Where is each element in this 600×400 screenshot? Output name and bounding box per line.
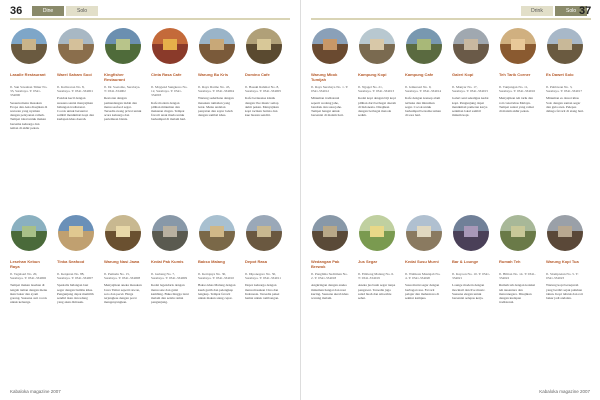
venue-description: Sesuatu menu masakan Eropa dan Asia disajikan di restoran yang nyaman dengan pelayanan ramah. Tempat ideal untuk makan bersama keluarga dan teman di akhir pekan. [10, 100, 48, 130]
venue-description: Minuman tradisional seperti wedang jahe, bandrek dan susu jahe. Tempat hangat untuk bersantai di malam hari. [311, 96, 344, 118]
venue-photo [547, 215, 583, 251]
venue-title: Jus Segar [358, 259, 378, 264]
photo-accent [558, 39, 572, 50]
venue-description: Warung sederhana dengan masakan rumahan yang lezat. Menu andalan penyetan dan sayur lodeh dengan sambal khas. [198, 96, 234, 118]
venue-address: Jl. Manyar No. 17, Surabaya. T: 0341-334015 [452, 85, 489, 94]
venue-title: Kampung Cafe [405, 72, 434, 77]
listing-entry [10, 215, 48, 304]
venue-title: Bakso Malang [198, 259, 225, 264]
venue-address: Jl. Tegalsari No. 20, Surabaya. T: 0341-334006 [10, 272, 47, 281]
venue-address: Jl. Kaliwaron No. 8, Surabaya. T: 0341-334001 [57, 85, 94, 94]
photo-accent [257, 39, 271, 50]
venue-address: Jl. Walikota Mustajab No. 4. T: 0341-334020 [405, 272, 441, 281]
venue-description: Spesialis hidangan laut segar dengan bumbu khas. Pengunjung dapat memilih sendiri ikan dan udang yang akan dimasak. [57, 283, 94, 305]
venue-address: Jl. Raya Darmo No. 45, Surabaya. T: 0341-334004 [198, 85, 235, 94]
venue-description: Angkringan dengan aneka minuman hangat dan nasi kucing. Suasana akrab khas warung malam. [311, 283, 349, 301]
venue-photo [152, 28, 188, 64]
venue-address: Jl. Gubeng No. 7, Surabaya. T: 0341-334009 [151, 272, 188, 281]
venue-description: Susu murni segar dengan berbagai rasa. Favorit pelajar dan mahasiswa di sekitar kampus. [405, 283, 440, 301]
venue-title: Depot Rasa [245, 259, 268, 264]
right-page [300, 0, 600, 400]
venue-description: Minuman es dawet khas Solo dengan santan segar dan gula aren. Pelepas dahaga favorit di siang hari. [546, 96, 584, 114]
listing-entry [245, 28, 283, 117]
page-footer: Kabaloka magazine 2007 [10, 389, 61, 394]
venue-photo [199, 215, 235, 251]
photo-accent [163, 226, 177, 237]
photo-accent [323, 226, 337, 237]
photo-accent [511, 39, 525, 50]
venue-description: Kafe dengan konsep alam terbuka dan minuman segar. Cocok untuk berkumpul bersama teman di sore hari. [405, 96, 441, 118]
photo-accent [22, 226, 36, 237]
venue-photo [199, 28, 235, 64]
venue-photo [359, 28, 395, 64]
photo-accent [69, 39, 83, 50]
photo-accent [116, 226, 130, 237]
venue-photo [406, 215, 442, 251]
page-footer: Kabaloka magazine 2007 [539, 389, 590, 394]
venue-photo [500, 215, 536, 251]
venue-photo [500, 28, 536, 64]
page-header [10, 4, 290, 18]
listing-entry [452, 215, 490, 300]
venue-address: Jl. Embong Malang No. 6. T: 0341-334019 [358, 272, 394, 281]
venue-photo [58, 215, 94, 251]
venue-address: Jl. Biliton No. 14. T: 0341-334022 [499, 272, 536, 281]
venue-title: Warung Kopi Tua [546, 259, 579, 264]
listing-entry [546, 215, 584, 300]
venue-address: Jl. Jemursari No. 9, Surabaya. T: 0341-334014 [405, 85, 442, 94]
listing-entry [499, 215, 537, 304]
venue-description: Galeri seni sekaligus kedai kopi. Pengunjung dapat menikmati pameran karya seniman lokal sambil minum kopi. [452, 96, 489, 118]
venue-photo [105, 28, 141, 64]
header-strip [311, 18, 591, 20]
venue-title: Kedai Susu Murni [405, 259, 439, 264]
photo-accent [417, 39, 431, 50]
venue-description: Menyajikan teh tarik dan roti canai khas Melayu. Tempat santai yang ramai di malam akhir pekan. [499, 96, 534, 114]
venue-photo [406, 28, 442, 64]
venue-description: Menyajikan aneka masakan Jawa Timur seperti rawon, soto dan pecel. Harga terjangkau dengan porsi mengenyangkan. [104, 283, 142, 305]
venue-title: Kedai Pak Kumis [151, 259, 184, 264]
section-tag: Solo [555, 6, 587, 16]
venue-photo [312, 28, 348, 64]
venue-description: Warung kopi bersejarah yang berdiri sejak puluhan tahun. Kopi tubruk dan roti bakar jadi andalan. [546, 283, 584, 301]
venue-description: Rumah teh dengan koleksi teh nusantara dan mancanegara. Disajikan dengan kudapan tradisional. [499, 283, 536, 305]
venue-photo [11, 28, 47, 64]
listing-entry [57, 215, 95, 304]
page-number: 36 [10, 5, 23, 17]
venue-address: Jl. Dr. Soetomo, Surabaya. T: 0341-334002 [104, 85, 141, 94]
venue-description: Tempat makan lesehan di tengah taman dengan menu ikan bakar dan ayam goreng. Suasana asri cocok untuk keluarga. [10, 283, 48, 305]
venue-description: Kafe modern dengan pilihan minuman dan makanan ringan. Tempat favorit anak muda untuk berkumpul di malam hari. [151, 100, 187, 122]
venue-title: Wedangan Pak Brewok [311, 259, 340, 269]
venue-description: Aneka jus buah segar tanpa pengawet. Tersedia juga salad buah dan smoothie sehat. [358, 283, 396, 301]
venue-address: Jl. Kayoon No. 10. T: 0341-334021 [452, 272, 491, 281]
venue-description: Restoran dengan pemandangan indah dan menu seafood segar. Tersedia ruang privat untuk acara keluarga dan pertemuan bisnis. [104, 96, 142, 122]
photo-accent [163, 39, 177, 50]
photo-accent [69, 226, 83, 237]
venue-address: Jl. Slompretan No. 5. T: 0341-334023 [546, 272, 579, 281]
venue-address: Jl. Mayjend Sungkono No. 12, Surabaya. T: 0341-334003 [151, 85, 188, 98]
venue-description: Kedai kopi dengan biji kopi pilihan dari berbagai daerah di Indonesia. Disajikan dengan berbagai metode seduh. [358, 96, 396, 118]
venue-address: Jl. Diponegoro No. 50, Surabaya. T: 0341-334011 [245, 272, 281, 281]
photo-accent [116, 39, 130, 50]
venue-address: Jl. Sun Sawahan Timur No. 33, Surabaya. T: 0341-334000 [10, 85, 48, 98]
venue-photo [105, 215, 141, 251]
venue-title: Lasalle Restaurant [10, 72, 46, 77]
listing-entry [198, 215, 236, 300]
photo-accent [558, 226, 572, 237]
venue-address: Jl. Kenjeran No. 88, Surabaya. T: 0341-334007 [57, 272, 94, 281]
listing-entry [151, 215, 189, 304]
listing-entry [104, 28, 142, 122]
header-strip [10, 18, 290, 20]
listing-entry [151, 28, 189, 122]
listing-entry [405, 28, 443, 117]
venue-address: Jl. Pemuda No. 15, Surabaya. T: 0341-334008 [104, 272, 141, 281]
photo-accent [370, 39, 384, 50]
page-number: 37 [579, 5, 592, 17]
venue-title: Tinka Seafood [57, 259, 85, 264]
venue-title: Rumah Teh [499, 259, 521, 264]
venue-title: Domino Cafe [245, 72, 270, 77]
listing-entry [57, 28, 95, 122]
venue-photo [11, 215, 47, 251]
section-tag: Solo [66, 6, 98, 16]
venue-address: Jl. Kertajaya No. 30, Surabaya. T: 0341-334010 [198, 272, 235, 281]
photo-accent [210, 226, 224, 237]
listing-entry [358, 28, 396, 117]
venue-photo [58, 28, 94, 64]
listing-entry [311, 215, 349, 300]
venue-description: Bakso khas Malang dengan kuah gurih dan pelengkap lengkap. Tempat favorit untuk makan siang cepat. [198, 283, 236, 301]
photo-accent [370, 226, 384, 237]
page-header [311, 4, 591, 18]
listing-entry [499, 28, 537, 113]
venue-photo [152, 215, 188, 251]
listing-entry [198, 28, 236, 117]
section-tag: Drink [521, 6, 553, 16]
venue-photo [547, 28, 583, 64]
venue-title: Es Dawet Solo [546, 72, 574, 77]
venue-title: Galeri Kopi [452, 72, 474, 77]
section-tag: Dine [32, 6, 64, 16]
listing-entry [452, 28, 490, 117]
venue-address: Jl. Panglima Sudirman No. 2. T: 0341-334018 [311, 272, 348, 281]
photo-accent [323, 39, 337, 50]
venue-description: Kedai legendaris dengan menu sate dan gulai kambing. Buka hingga larut malam dan selalu ramai pengunjung. [151, 283, 189, 305]
venue-photo [453, 215, 489, 251]
listing-entry [405, 215, 443, 300]
venue-photo [246, 215, 282, 251]
venue-description: Lounge modern dengan mocktail dan live music. Suasana elegan untuk bersantai selepas kerja. [452, 283, 486, 301]
listing-entry [358, 215, 396, 300]
venue-title: Cinta Rasa Cafe [151, 72, 182, 77]
venue-address: Jl. Raya Surabaya No. 1. T: 0341-334012 [311, 85, 349, 94]
venue-title: Bar & Lounge [452, 259, 479, 264]
venue-photo [312, 215, 348, 251]
venue-title: Teh Tarik Corner [499, 72, 531, 77]
venue-address: Jl. Ngagel No. 21, Surabaya. T: 0341-334013 [358, 85, 395, 94]
photo-accent [22, 39, 36, 50]
listing-entry [104, 215, 142, 304]
venue-address: Jl. Basuki Rahmat No. 8, Surabaya. T: 0341-334005 [245, 85, 282, 94]
listing-entry [245, 215, 283, 300]
photo-accent [257, 226, 271, 237]
venue-description: Kafe bernuansa klasik dengan live music setiap akhir pekan. Menyajikan kopi racikan barista dan kue buatan sendiri. [245, 96, 279, 118]
venue-title: Warel Saham Sooi [57, 72, 92, 77]
photo-accent [417, 226, 431, 237]
venue-description: Pondok kecil dengan suasana santai menyajikan hidangan tradisional. Cocok untuk bersantai sambil menikmati kopi dan kudapan khas daerah. [57, 96, 95, 122]
venue-title: Warung Bu Kris [198, 72, 229, 77]
photo-accent [511, 226, 525, 237]
listing-entry [311, 28, 349, 117]
venue-title: Kampung Kopi [358, 72, 387, 77]
venue-title: Warung Nasi Jawa [104, 259, 140, 264]
listing-entry [10, 28, 48, 130]
venue-address: Jl. Pahlawan No. 3, Surabaya. T: 0341-334017 [546, 85, 583, 94]
venue-photo [246, 28, 282, 64]
venue-title: Lesehan Kebun Raya [10, 259, 40, 269]
photo-accent [210, 39, 224, 50]
photo-accent [464, 226, 478, 237]
venue-photo [453, 28, 489, 64]
listing-entry [546, 28, 584, 113]
venue-title: Kingfisher Restaurant [104, 72, 125, 82]
venue-photo [359, 215, 395, 251]
photo-accent [464, 39, 478, 50]
venue-title: Warung Mbok Tumijah [311, 72, 338, 82]
venue-address: Jl. Tunjungan No. 11, Surabaya. T: 0341-334016 [499, 85, 536, 94]
venue-description: Depot keluarga dengan menu masakan Cina dan Indonesia. Tersedia paket hemat untuk rombongan. [245, 283, 280, 301]
